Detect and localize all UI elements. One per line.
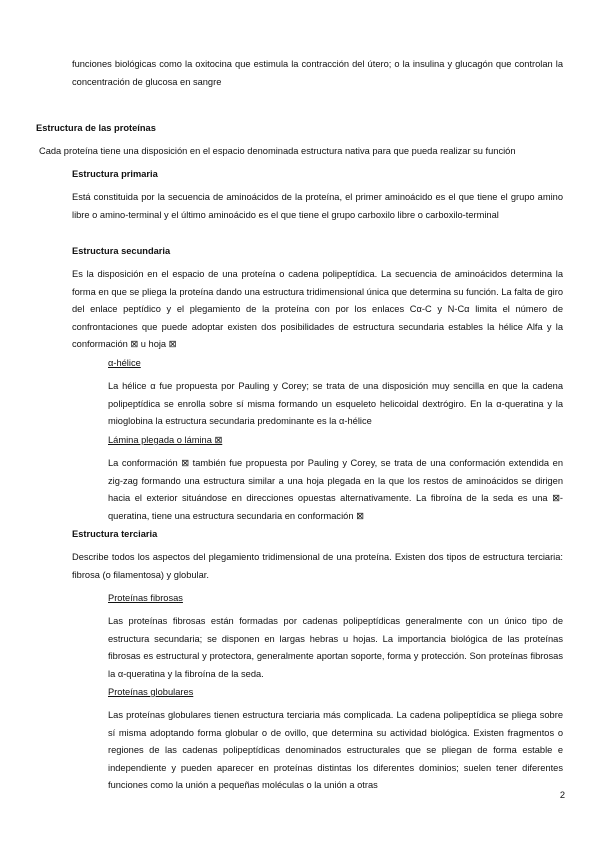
paragraph-proteinas-globulares: Las proteínas globulares tienen estructura terciaria más complicada. La cadena polipeptídica se pliega sobre sí misma adoptando forma globular o de ovillo, que determina su actividad biológica. Existen fragmentos o regiones de las cadenas polipeptídicas denominados estructurales que se pliegan de forma estable e independiente y pueden aparecer en proteínas distintas los diferentes dominios; suelen tener diferentes funciones como la unión a pequeñas moléculas o la unión a otras bbox=[108, 710, 563, 790]
paragraph-primaria: Está constituida por la secuencia de aminoácidos de la proteína, el primer aminoácido es el que tiene el grupo amino libre o amino-terminal y el último aminoácido es el que tiene el grupo carboxilo libre o carboxilo-terminal bbox=[72, 192, 563, 220]
section-intro: Cada proteína tiene una disposición en el espacio denominada estructura nativa para que pueda realizar su función bbox=[39, 146, 516, 156]
subheading-lamina-plegada: Lámina plegada o lámina ⊠ bbox=[108, 435, 223, 445]
intro-paragraph: funciones biológicas como la oxitocina que estimula la contracción del útero; o la insulina y glucagón que controlan la concentración de glucosa en sangre bbox=[72, 59, 563, 87]
paragraph-alfa-helice: La hélice α fue propuesta por Pauling y Corey; se trata de una disposición muy sencilla en que la cadena polipeptídica se enrolla sobre sí misma formando un esqueleto helicoidal dextrógiro. En la α-queratina y la mioglobina la estructura secundaria predominante es la α-hélice bbox=[108, 381, 563, 426]
subheading-proteinas-fibrosas: Proteínas fibrosas bbox=[108, 593, 183, 603]
page-number: 2 bbox=[559, 790, 565, 800]
paragraph-secundaria: Es la disposición en el espacio de una proteína o cadena polipeptídica. La secuencia de aminoácidos determina la forma en que se pliega la proteína dando una estructura tridimensional única que determina su función. La falta de giro del enlace peptídico y el plegamiento de la proteína con por los enlaces Cα-C y N-Cα limita el número de confrontaciones que puede adoptar existen dos posibilidades de estructura secundaria estables la hélice Alfa y la conformación ⊠ u hoja ⊠ bbox=[72, 269, 563, 349]
heading-secundaria: Estructura secundaria bbox=[72, 246, 171, 256]
subheading-proteinas-globulares: Proteínas globulares bbox=[108, 687, 194, 697]
paragraph-proteinas-fibrosas: Las proteínas fibrosas están formadas por cadenas polipeptídicas generalmente con un único tipo de estructura secundaria; se disponen en largas hebras u hojas. La importancia biológica de las proteínas fibrosas es estructural y protectora, generalmente aportan soporte, forma y protección. Son proteínas fibrosas la α-queratina y la fibroína de la seda. bbox=[108, 616, 563, 679]
subheading-alfa-helice: α-hélice bbox=[108, 358, 141, 368]
paragraph-lamina-plegada: La conformación ⊠ también fue propuesta por Pauling y Corey, se trata de una conformación extendida en zig-zag formando una estructura similar a una hoja plegada en la que los restos de aminoácidos se dirigen hacia el exterior situándose en direcciones opuestas alternativamente. La fibroína de la seda es una ⊠-queratina, tiene una estructura secundaria en conformación ⊠ bbox=[108, 458, 563, 521]
section-title: Estructura de las proteínas bbox=[36, 123, 156, 133]
heading-primaria: Estructura primaria bbox=[72, 169, 158, 179]
paragraph-terciaria: Describe todos los aspectos del plegamiento tridimensional de una proteína. Existen dos tipos de estructura terciaria: fibrosa (o filamentosa) y globular. bbox=[72, 552, 563, 580]
heading-terciaria: Estructura terciaria bbox=[72, 529, 158, 539]
